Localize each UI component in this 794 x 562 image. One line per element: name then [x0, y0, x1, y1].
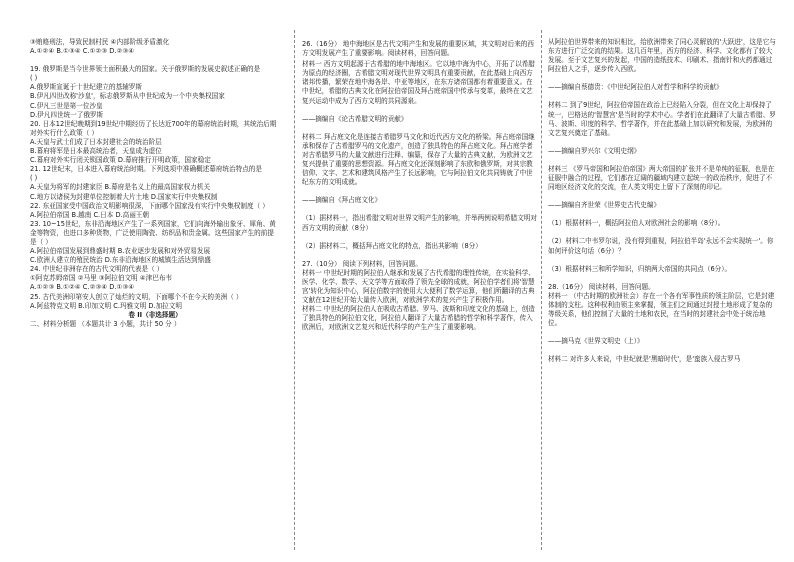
option-d: D.伊凡四世统一了俄罗斯 — [30, 110, 104, 119]
source-citation: ——摘编自《拜占庭文化》 — [302, 196, 382, 205]
question-27: 27.（10分） 阅读下列材料，回答问题。 — [302, 259, 422, 268]
column-divider-2 — [541, 30, 542, 550]
source-citation: ——摘编自罗兴尔《文明史纲》 — [548, 146, 641, 155]
option-ab: A.阿拉伯帝国发展到鼎盛时期 B.农业逐步发展和对外贸易发展 — [30, 247, 211, 256]
question-24: 24. 中世纪非洲存在的古代文明的代表是（ ） — [30, 265, 164, 274]
column-left — [30, 38, 280, 329]
source-citation: ——摘编自齐世荣《世界史古代史编》 — [548, 201, 661, 210]
option-b: B.伊凡四世改称'沙皇'，标志俄罗斯从中世纪成为一个中央集权国家 — [30, 92, 225, 101]
material-2: 材料二 中世纪的阿拉伯人在吸收古希腊、罗马、波斯和印度文化的基础上，创造了独具特色的阿拉伯文化，阿拉伯人翻译了大量古希腊的哲学和科学著作，传入欧洲后，对欧洲文艺复兴和近代科学的产生产生了重要影响。 — [302, 305, 535, 332]
sub-question-2: （2）据材料二，概括拜占庭文化的特点，指出其影响（8分） — [302, 241, 482, 250]
question-26: 26.（16分） 地中海地区是古代文明产生和发展的重要区域，其文明对后来的西方文明发展产生了重要影响。阅读材料，回答问题。 — [302, 40, 534, 58]
option-cd: C.地方以诸侯为封建单位控制着大片土地 D.国家实行中央集权制 — [30, 192, 218, 201]
section-title: 卷 II（非选择题） — [128, 310, 182, 319]
question-19: 19. 俄罗斯是当今世界领土面积最大的国家。关于俄罗斯的发展史叙述正确的是 — [30, 65, 261, 74]
material-2: 材料二 拜占庭文化是连接古希腊罗马文化和近代西方文化的桥梁。拜占庭帝国继承和保存了古希腊罗马的文化遗产，创造了独具特色的拜占庭文化。拜占庭学者对古希腊罗马的大量文献进行注释、编纂，保存了大量的古典文献，为欧洲文艺复兴提供了重要的思想资源。拜占庭文化还深刻影响了东欧和俄罗斯，对其宗教信仰、文字、艺术和建筑风格产生了长远影响，它与阿拉伯文化共同铸就了中世纪东方的文明成就。 — [302, 132, 535, 187]
material-1: 材料一 （中古时期的欧洲社会）存在一个各有军事性质的领主阶层，它是封建体制的支柱。这种权利由领主来掌握，领主们之间通过封授土地形成了复杂的等级关系，他们控制了大量的土地和农民，在当时的封建社会中处于统治地位。 — [548, 291, 775, 328]
answer-paren: ( ) — [30, 74, 38, 83]
option-ab: A.天皇为将军的封建家臣 B.幕府是名义上的最高国家权力机关 — [30, 183, 211, 192]
source-citation: ——摘编自蔡德贵：《中世纪阿拉伯人对哲学和科学的贡献》 — [548, 83, 723, 92]
option-c: C.伊凡三世是第一位沙皇 — [30, 101, 103, 110]
source-citation: ——摘编自《论古希腊文明的贡献》 — [302, 114, 408, 123]
material-3: 材料三 《罗马帝国和阿拉伯帝国》两大帝国的扩张并不是单纯的征服，也是在征服中融合的过程，它们都在辽阔的疆域内建立起统一的政治秩序，促进了不同地区经济文化的交流，在人类文明史上留下了深刻的印记。 — [548, 164, 775, 192]
sub-question-1: （1）根据材料一，概括阿拉伯人对欧洲社会的影响（8分）。 — [548, 219, 725, 228]
option-cd: C.幕府对外实行闭关锁国政策 D.幕府推行开明政策，国家稳定 — [30, 156, 211, 165]
section-heading: 二、材料分析题 （本题共计 3 小题，共计 50 分 ） — [30, 319, 181, 328]
question-22: 22. 东亚国家受中国政治文明影响很深，下面哪个国家没有实行中央集权制度（ ） — [30, 201, 269, 210]
question-21: 21. 12世纪末，日本进入幕府统治时期。下列选项中准确概述幕府统治特点的是 — [30, 165, 262, 174]
column-right — [548, 38, 776, 364]
column-middle — [302, 40, 538, 332]
question-20: 20. 日本12世纪晚期到19世纪中期经历了长达近700年的幕府统治时期，其统治后期对外实行什么政策（ ） — [30, 119, 277, 137]
material-1: 材料一 中世纪时期的阿拉伯人继承和发展了古代希腊的理性传统，在实验科学、医学、化学、数学、天文学等方面取得了领先全球的成就，阿拉伯学者们将'智慧宫'转化为知识中心，阿拉伯数字的使用大大便利了数学运算，他们所翻译的古典文献在12世纪开始大量传入欧洲，对欧洲学术的复兴产生了积极作用。 — [302, 268, 535, 305]
column-divider-1 — [294, 30, 295, 550]
material-text: 从阿拉伯世界带来的知识相比，给欧洲带来了同心灵解放的'大跃进'，这是它与东方进行广泛交流的结果。这几百年里，西方的经济、科学、文化都有了较大发展。至于文艺复兴的发起，中国的造纸技术、印刷术、指南针和火药都通过阿拉伯人之手，逐步传入西欧。 — [548, 38, 776, 74]
option-a: A.俄罗斯宣诞于十世纪建立的基辅罗斯 — [30, 83, 142, 92]
material-2: 材料二 到了9世纪，阿拉伯帝国在政治上已经陷入分裂，但在文化上却保持了统一，巴格达的'智慧宫'是当时的学术中心。学者们在此翻译了大量古希腊、罗马、波斯、印度的科学、哲学著作，并在此基础上加以研究和发展，为欧洲的文艺复兴奠定了基础。 — [548, 101, 776, 137]
answer-paren: ( ) — [30, 174, 38, 183]
question-25: 25. 古代美洲印第安人创立了灿烂的文明，下面哪个不在今天的美洲（ ） — [30, 292, 243, 301]
material-1: 材料一 西方文明起源于古希腊的地中海地区。它以地中海为中心，开拓了以希腊为原点的经济圈，古希腊文明对现代世界文明具有重要贡献，在此基础上向西方诸邦传播，繁荣在地中海各岸、中亚等地区，在东方诸帝国都有着重要意义。在中世纪，希腊的古典文化在阿拉伯帝国及拜占庭帝国中传承与变革，最终在文艺复兴运动中成为了西方文明的共同源泉。 — [302, 60, 535, 105]
sub-question-2: （2）材料二中韦罗尔说，没有得到重视，阿拉伯半岛'永远不会实现统一'。你如何评价这句话（6分）？ — [548, 237, 774, 255]
question-28: 28.（16分） 阅读材料，回答问题。 — [548, 282, 655, 291]
option-b: B.幕府将军是日本最高统治者，天皇成为虚位 — [30, 147, 162, 156]
source-citation: ——摘马克《世界文明史（上）》 — [548, 337, 644, 346]
options: A.阿兹特克文明 B.印加文明 C.玛雅文明 D.加拉文明 — [30, 301, 182, 310]
sub-question-3: （3）根据材料三和所学知识，归纳两大帝国的共同点（6分）。 — [548, 264, 732, 273]
options: A.①②③ B.①②④ C.②③④ D.①③④ — [30, 283, 135, 292]
option-cd: C.欧洲人建立的殖民统治 D.东非沿海地区的城镇生活达到鼎盛 — [30, 256, 211, 265]
choices: ①阿克苏姆帝国 ②马里 ③阿拉伯文明 ④津巴布韦 — [30, 274, 173, 283]
sub-question-1: （1）据材料一，指出希腊文明对世界文明产生的影响，并举两例说明希腊文明对西方文明的贡献（8分） — [302, 214, 537, 232]
options: A.阿拉伯帝国 B.越南 C.日本 D.高丽王朝 — [30, 210, 149, 219]
text-line: A.①②④ B.①③④ C.①②③ D.②③④ — [30, 47, 135, 56]
option-a: A.天皇与武士们成了日本封建社会的统治阶层 — [30, 137, 162, 146]
text-line: ③贿赂刑法，导致民制村民 ④内部阶级矛盾激化 — [30, 38, 170, 46]
material-2: 材料二 对许多人来说，中世纪就是'黑暗时代'，是'蛮族入侵古罗马 — [548, 355, 741, 364]
question-23: 23. 10~15世纪，东非沿海地区产生了一系列国家，它们向海外输出象牙、犀角、黄金等物资，也进口多种货物，广泛使用陶瓷、纺织品和贵金属。这些国家产生的前提是（ ） — [30, 219, 276, 246]
